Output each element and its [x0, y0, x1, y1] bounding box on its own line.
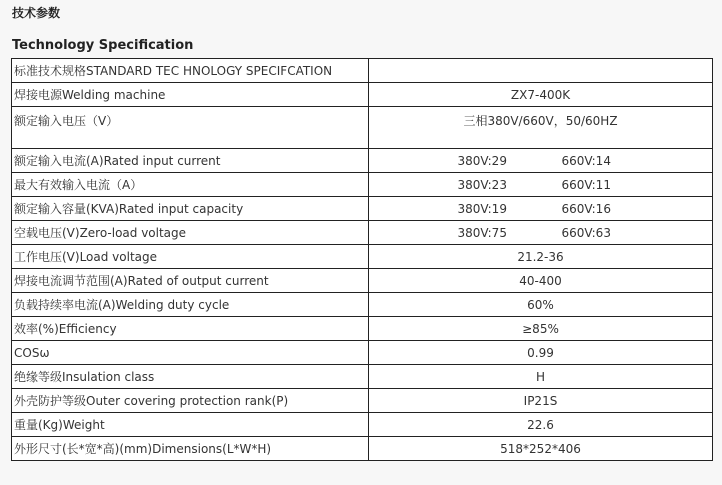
- row-label: 焊接电流调节范围(A)Rated of output current: [12, 269, 369, 293]
- table-row: [12, 341, 713, 365]
- row-value: ZX7-400K: [369, 83, 713, 107]
- table-row: [12, 83, 713, 107]
- table-row: [12, 437, 713, 461]
- row-value: 21.2-36: [369, 245, 713, 269]
- value-380v: 380V:75: [457, 225, 507, 240]
- row-value: 22.6: [369, 413, 713, 437]
- row-label: 绝缘等级Insulation class: [12, 365, 369, 389]
- table-row: [12, 269, 713, 293]
- table-row: [12, 413, 713, 437]
- row-label: COSω: [12, 341, 369, 365]
- table-row: [12, 365, 713, 389]
- row-label: 工作电压(V)Load voltage: [12, 245, 369, 269]
- value-660v: 660V:16: [561, 201, 611, 216]
- value-380v: 380V:19: [457, 201, 507, 216]
- row-value: [369, 197, 713, 221]
- table-row: [12, 317, 713, 341]
- section-heading-english: Technology Specification: [12, 38, 194, 53]
- row-value: [369, 221, 713, 245]
- row-label: 额定输入容量(KVA)Rated input capacity: [12, 197, 369, 221]
- row-label: 标准技术规格STANDARD TEC HNOLOGY SPECIFCATION: [12, 59, 369, 83]
- row-label: 外壳防护等级Outer covering protection rank(P): [12, 389, 369, 413]
- section-heading-chinese: 技术参数: [12, 6, 61, 20]
- value-660v: 660V:14: [561, 153, 611, 168]
- row-value: 三相380V/660V，50/60HZ: [369, 107, 713, 149]
- value-660v: 660V:63: [561, 225, 611, 240]
- table-row: [12, 149, 713, 173]
- row-label: 外形尺寸(长*宽*高)(mm)Dimensions(L*W*H): [12, 437, 369, 461]
- table-row: [12, 245, 713, 269]
- table-row: [12, 107, 713, 149]
- row-label: 重量(Kg)Weight: [12, 413, 369, 437]
- row-value: [369, 149, 713, 173]
- row-value: [369, 59, 713, 83]
- specification-table: [11, 58, 713, 461]
- row-label: 焊接电源Welding machine: [12, 83, 369, 107]
- row-value: IP21S: [369, 389, 713, 413]
- row-value: 518*252*406: [369, 437, 713, 461]
- row-value: H: [369, 365, 713, 389]
- row-label: 负载持续率电流(A)Welding duty cycle: [12, 293, 369, 317]
- table-row: [12, 293, 713, 317]
- value-380v: 380V:29: [457, 153, 507, 168]
- row-value: ≥85%: [369, 317, 713, 341]
- row-label: 最大有效输入电流（A）: [12, 173, 369, 197]
- row-label: 额定输入电流(A)Rated input current: [12, 149, 369, 173]
- table-row: [12, 389, 713, 413]
- row-label: 效率(%)Efficiency: [12, 317, 369, 341]
- row-label: 空载电压(V)Zero-load voltage: [12, 221, 369, 245]
- table-row: [12, 197, 713, 221]
- value-380v: 380V:23: [457, 177, 507, 192]
- row-value: 60%: [369, 293, 713, 317]
- table-row: [12, 59, 713, 83]
- row-value: [369, 173, 713, 197]
- value-660v: 660V:11: [561, 177, 611, 192]
- table-row: [12, 221, 713, 245]
- row-label: 额定输入电压（V）: [12, 107, 369, 149]
- table-row: [12, 173, 713, 197]
- row-value: 40-400: [369, 269, 713, 293]
- row-value: 0.99: [369, 341, 713, 365]
